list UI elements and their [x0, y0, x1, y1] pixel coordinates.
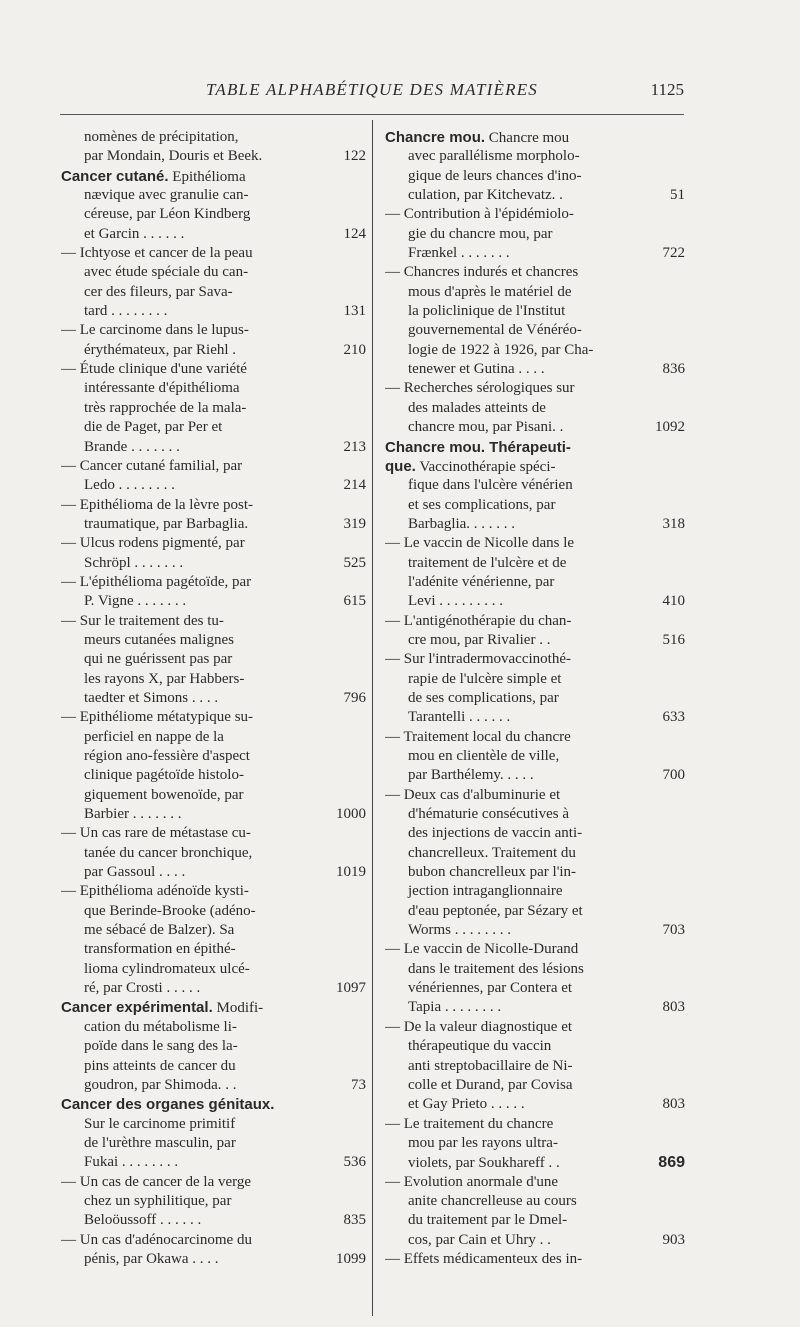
index-entry-text: érythémateux, par Riehl . [84, 341, 237, 358]
index-entry-text: anite chancrelleuse au cours [408, 1192, 577, 1209]
index-entry-text: — De la valeur diagnostique et [385, 1018, 573, 1035]
index-entry-text: tard . . . . . . . . [84, 303, 168, 320]
index-entry-text: — Deux cas d'albuminurie et [385, 786, 561, 803]
index-line [385, 1115, 685, 1134]
index-line [385, 283, 685, 302]
index-line [61, 283, 366, 302]
index-line [385, 592, 685, 611]
index-entry-text: d'eau peptonée, par Sézary et [408, 902, 583, 919]
index-line [385, 263, 685, 282]
index-entry-text: thérapeutique du vaccin [408, 1038, 552, 1055]
index-line [61, 573, 366, 592]
index-entry-text: — Chancres indurés et chancres [385, 264, 579, 281]
index-entry-text: P. Vigne . . . . . . . [84, 593, 187, 610]
index-entry-text: des malades atteints de [408, 399, 546, 416]
index-line [61, 186, 366, 205]
page-reference: 131 [343, 303, 366, 320]
index-line [385, 979, 685, 998]
index-entry-text: Brande . . . . . . . [84, 438, 180, 455]
index-line [385, 844, 685, 863]
index-entry-text: — Cancer cutané familial, par [61, 457, 243, 474]
page-reference: 869 [658, 1154, 685, 1172]
index-line [61, 882, 366, 901]
index-entry-text: Worms . . . . . . . . [408, 922, 511, 939]
index-entry-text: avec étude spéciale du can- [84, 264, 249, 281]
index-entry-text: traitement de l'ulcère et de [408, 554, 567, 571]
index-entry-text: — Le traitement du chancre [385, 1115, 554, 1132]
index-entry-text: Sur le carcinome primitif [84, 1115, 236, 1132]
index-entry-text: qui ne guérissent pas par [84, 651, 233, 668]
page-reference: 213 [343, 438, 366, 455]
index-line [385, 786, 685, 805]
index-entry-text: perficiel en nappe de la [84, 728, 224, 745]
index-line [61, 167, 366, 186]
index-entry-text: rapie de l'ulcère simple et [408, 670, 562, 687]
index-line [61, 998, 366, 1017]
index-line [61, 921, 366, 940]
index-line [61, 1173, 366, 1192]
index-heading-continuation: Epithélioma [168, 168, 246, 185]
index-entry-text: — Le vaccin de Nicolle dans le [385, 535, 575, 552]
index-entry-text: logie de 1922 à 1926, par Cha- [408, 341, 594, 358]
index-line [61, 592, 366, 611]
index-line [385, 612, 685, 631]
index-entry-text: et ses complications, par [408, 496, 556, 513]
index-line [61, 1115, 366, 1134]
index-entry-text: lioma cylindromateux ulcé- [84, 960, 250, 977]
index-line [385, 554, 685, 573]
index-entry-text: par Mondain, Douris et Beek. [84, 148, 263, 165]
index-entry-text: — Un cas rare de métastase cu- [61, 825, 251, 842]
index-entry-text: d'hématurie consécutives à [408, 806, 569, 823]
index-line [385, 341, 685, 360]
page-reference: 803 [662, 1096, 685, 1113]
index-line [61, 147, 366, 166]
index-entry-text: transformation en épithé- [84, 941, 236, 958]
index-line [61, 1250, 366, 1269]
index-entry-text: et Gay Prieto . . . . . [408, 1096, 525, 1113]
column-divider [372, 120, 373, 1316]
index-line [385, 631, 685, 650]
index-entry-text: — Evolution anormale d'une [385, 1173, 559, 1190]
index-line [385, 515, 685, 534]
index-entry-text: me sébacé de Balzer). Sa [84, 922, 235, 939]
index-line [61, 515, 366, 534]
index-line [385, 766, 685, 785]
page-reference: 214 [343, 477, 366, 494]
index-line [385, 205, 685, 224]
index-line [385, 728, 685, 747]
index-entry-text: les rayons X, par Habbers- [84, 670, 245, 687]
index-line [385, 399, 685, 418]
page-reference: 1019 [336, 864, 366, 881]
index-entry-text: — L'antigénothérapie du chan- [385, 612, 572, 629]
index-entry-text: bubon chancrelleux par l'in- [408, 864, 577, 881]
index-line [385, 244, 685, 263]
index-entry-text: par Gassoul . . . . [84, 864, 186, 881]
index-line [61, 747, 366, 766]
index-line [385, 998, 685, 1017]
page-reference: 796 [343, 689, 366, 706]
index-heading: Cancer cutané. [61, 167, 169, 185]
index-entry-text: cation du métabolisme li- [84, 1018, 237, 1035]
index-line [385, 960, 685, 979]
index-line [385, 882, 685, 901]
index-entry-text: nævique avec granulie can- [84, 187, 249, 204]
index-line [385, 128, 685, 147]
page-reference: 722 [662, 245, 685, 262]
index-entry-text: Ledo . . . . . . . . [84, 477, 175, 494]
page-reference: 1092 [655, 419, 685, 436]
index-entry-text: — Traitement local du chancre [385, 728, 571, 745]
index-line [61, 399, 366, 418]
index-line [385, 902, 685, 921]
index-line [385, 1173, 685, 1192]
page-reference: 803 [662, 999, 685, 1016]
index-line [385, 167, 685, 186]
index-entry-text: — Epithéliome métatypique su- [61, 709, 254, 726]
index-line [385, 689, 685, 708]
index-line [385, 1018, 685, 1037]
index-entry-text: chancre mou, par Pisani. . [408, 419, 564, 436]
page-reference: 1097 [336, 980, 366, 997]
index-entry-text: goudron, par Shimoda. . . [84, 1076, 237, 1093]
index-line [61, 1057, 366, 1076]
index-line [61, 863, 366, 882]
index-entry-text: tanée du cancer bronchique, [84, 844, 253, 861]
index-entry-text: l'adénite vénérienne, par [408, 573, 555, 590]
index-line [61, 960, 366, 979]
index-line [61, 263, 366, 282]
index-line [385, 650, 685, 669]
index-line [61, 766, 366, 785]
index-entry-text: — Ulcus rodens pigmenté, par [61, 535, 245, 552]
page-reference: 1000 [336, 806, 366, 823]
index-entry-text: tenewer et Gutina . . . . [408, 361, 545, 378]
page-reference: 73 [351, 1076, 366, 1093]
index-line [385, 863, 685, 882]
index-heading: Cancer des organes génitaux. [61, 1096, 275, 1114]
page-reference: 1099 [336, 1250, 366, 1267]
index-entry-text [385, 438, 639, 458]
index-entry-text: du traitement par le Dmel- [408, 1212, 568, 1229]
index-entry-text [61, 1095, 320, 1115]
index-line [61, 496, 366, 515]
index-entry-text: — Ichtyose et cancer de la peau [61, 245, 253, 262]
index-entry-text: gie du chancre mou, par [408, 225, 553, 242]
index-line [61, 379, 366, 398]
index-entry-text: pins atteints de cancer du [84, 1057, 236, 1074]
index-line [61, 1095, 366, 1114]
index-line [61, 670, 366, 689]
index-entry-text: que Berinde-Brooke (adéno- [84, 902, 256, 919]
index-line [61, 341, 366, 360]
index-entry-text [61, 998, 320, 1018]
index-entry-text: par Barthélemy. . . . . [408, 767, 534, 784]
index-entry-text: — Un cas d'adénocarcinome du [61, 1231, 252, 1248]
index-line [385, 186, 685, 205]
index-entry-text: culation, par Kitchevatz. . [408, 187, 563, 204]
index-entry-text: — Recherches sérologiques sur [385, 380, 575, 397]
index-line [385, 225, 685, 244]
index-line [61, 438, 366, 457]
index-entry-text: — Epithélioma adénoïde kysti- [61, 883, 249, 900]
index-line [61, 244, 366, 263]
index-line [385, 360, 685, 379]
page-reference: 525 [343, 554, 366, 571]
index-entry-text: fique dans l'ulcère vénérien [408, 477, 573, 494]
index-entry-text: — Effets médicamenteux des in- [385, 1250, 583, 1267]
index-line [385, 824, 685, 843]
index-heading: Cancer expérimental. [61, 999, 213, 1017]
index-line [61, 1153, 366, 1172]
right-column [385, 128, 685, 1269]
index-entry-text [385, 128, 639, 148]
index-entry-text: Levi . . . . . . . . . [408, 593, 503, 610]
index-entry-text: Tapia . . . . . . . . [408, 999, 502, 1016]
index-line [61, 360, 366, 379]
index-entry-text: — Sur le traitement des tu- [61, 612, 224, 629]
index-entry-text: nomènes de précipitation, [84, 129, 239, 145]
index-line [385, 147, 685, 166]
index-entry-text: intéressante d'épithélioma [84, 380, 240, 397]
page-reference: 516 [662, 631, 685, 648]
index-line [385, 1231, 685, 1250]
index-entry-text: colle et Durand, par Covisa [408, 1076, 573, 1093]
index-line [61, 689, 366, 708]
index-entry-text: Barbaglia. . . . . . . [408, 515, 516, 532]
index-line [61, 728, 366, 747]
page-reference: 615 [343, 593, 366, 610]
index-entry-text: jection intraganglionnaire [408, 883, 563, 900]
index-line [61, 1192, 366, 1211]
running-head-title: TABLE ALPHABÉTIQUE DES MATIÈRES [206, 80, 538, 99]
index-entry-text: die de Paget, par Per et [84, 419, 223, 436]
index-entry-text: cre mou, par Rivalier . . [408, 631, 551, 648]
index-line [385, 1250, 685, 1269]
index-line [61, 554, 366, 573]
page-reference: 536 [343, 1154, 366, 1171]
index-line [61, 205, 366, 224]
index-line [61, 940, 366, 959]
index-entry-text: — Un cas de cancer de la verge [61, 1173, 252, 1190]
index-line [61, 824, 366, 843]
index-entry-text: cos, par Cain et Uhry . . [408, 1231, 551, 1248]
index-entry-text: Frænkel . . . . . . . [408, 245, 510, 262]
index-entry-text: gouvernemental de Vénéréo- [408, 322, 582, 339]
index-heading-continuation: Chancre mou [485, 130, 570, 146]
index-line [61, 1231, 366, 1250]
index-line [61, 225, 366, 244]
index-line [61, 1211, 366, 1230]
index-entry-text: chez un syphilitique, par [84, 1192, 232, 1209]
page-reference: 836 [662, 361, 685, 378]
page-number: 1125 [650, 80, 684, 99]
index-line [385, 805, 685, 824]
left-column [61, 128, 366, 1269]
page-reference: 703 [662, 922, 685, 939]
index-line [61, 979, 366, 998]
index-entry-text [61, 167, 320, 187]
index-line [385, 747, 685, 766]
index-line [61, 1037, 366, 1056]
index-line [385, 670, 685, 689]
index-entry-text: — Étude clinique d'une variété [61, 361, 247, 378]
index-heading: Chancre mou. [385, 129, 486, 146]
index-line [385, 573, 685, 592]
index-entry-text: Tarantelli . . . . . . [408, 709, 511, 726]
index-entry-text: chancrelleux. Traitement du [408, 844, 576, 861]
index-line [385, 1192, 685, 1211]
index-line [385, 438, 685, 457]
index-line [61, 457, 366, 476]
index-line [385, 1037, 685, 1056]
index-line [61, 534, 366, 553]
index-line [61, 708, 366, 727]
index-entry-text: ré, par Crosti . . . . . [84, 980, 201, 997]
index-line [385, 534, 685, 553]
index-entry-text: mou par les rayons ultra- [408, 1134, 558, 1151]
index-entry-text: cer des fileurs, par Sava- [84, 283, 233, 300]
index-line [385, 940, 685, 959]
index-line [61, 302, 366, 321]
index-entry-text: Fukai . . . . . . . . [84, 1154, 179, 1171]
index-entry-text: — Contribution à l'épidémiolo- [385, 206, 574, 223]
index-entry-text: — Sur l'intradermovaccinothé- [385, 651, 571, 668]
index-line [61, 805, 366, 824]
index-entry-text: anti streptobacillaire de Ni- [408, 1057, 573, 1074]
index-entry-text: meurs cutanées malignes [84, 631, 234, 648]
index-line [385, 476, 685, 495]
index-entry-text: Beloöussoff . . . . . . [84, 1212, 202, 1229]
index-line [385, 1134, 685, 1153]
page-reference: 124 [343, 225, 366, 242]
index-entry-text: — Epithélioma de la lèvre post- [61, 496, 254, 513]
index-line [385, 302, 685, 321]
index-entry-text: poïde dans le sang des la- [84, 1038, 238, 1055]
index-entry-text: — Le carcinome dans le lupus- [61, 322, 249, 339]
index-entry-text: — Le vaccin de Nicolle-Durand [385, 941, 579, 958]
index-line [61, 128, 366, 147]
index-entry-text: mou en clientèle de ville, [408, 748, 560, 764]
index-line [61, 1076, 366, 1095]
page-reference: 122 [343, 148, 366, 165]
index-line [385, 1153, 685, 1172]
index-line [385, 379, 685, 398]
index-entry-text: mous d'après le matériel de [408, 283, 572, 300]
index-line [61, 418, 366, 437]
index-entry-text: — L'épithélioma pagétoïde, par [61, 573, 252, 590]
index-line [385, 708, 685, 727]
page-reference: 835 [343, 1212, 366, 1229]
index-entry-text: Schröpl . . . . . . . [84, 554, 184, 571]
index-heading: que. [385, 457, 416, 475]
index-line [61, 1134, 366, 1153]
index-line [385, 1095, 685, 1114]
index-entry-text: traumatique, par Barbaglia. [84, 515, 249, 532]
index-line [385, 496, 685, 515]
index-entry-text: violets, par Soukhareff . . [408, 1155, 560, 1172]
index-line [385, 418, 685, 437]
index-line [61, 902, 366, 921]
index-line [61, 631, 366, 650]
index-entry-text: céreuse, par Léon Kindberg [84, 206, 251, 223]
index-line [61, 1018, 366, 1037]
index-line [61, 650, 366, 669]
index-heading-continuation: Modifi- [212, 1000, 264, 1017]
index-entry-text: de ses complications, par [408, 689, 559, 706]
page-reference: 410 [662, 593, 685, 610]
index-entry-text: avec parallélisme morpholo- [408, 148, 580, 165]
index-line [61, 844, 366, 863]
index-line [385, 1076, 685, 1095]
index-line [385, 457, 685, 476]
index-entry-text: région ano-fessière d'aspect [84, 748, 250, 764]
page-reference: 210 [343, 341, 366, 358]
index-entry-text: très rapprochée de la mala- [84, 399, 247, 416]
page-reference: 903 [662, 1231, 685, 1248]
index-line [61, 612, 366, 631]
header-rule [60, 114, 684, 115]
index-entry-text: Barbier . . . . . . . [84, 806, 182, 823]
index-entry-text: dans le traitement des lésions [408, 960, 584, 977]
index-line [385, 921, 685, 940]
index-line [61, 321, 366, 340]
index-line [385, 1057, 685, 1076]
index-entry-text: pénis, par Okawa . . . . [84, 1250, 219, 1267]
index-entry-text: gique de leurs chances d'ino- [408, 167, 582, 184]
page-reference: 51 [670, 187, 685, 204]
index-entry-text: clinique pagétoïde histolo- [84, 767, 244, 784]
index-entry-text: et Garcin . . . . . . [84, 225, 185, 242]
index-entry-text: des injections de vaccin anti- [408, 825, 583, 842]
index-heading: Chancre mou. Thérapeuti- [385, 438, 571, 456]
page-reference: 319 [343, 515, 366, 532]
page-reference: 633 [662, 709, 685, 726]
index-line [61, 476, 366, 495]
index-line [61, 786, 366, 805]
index-heading-continuation: Vaccinothérapie spéci- [415, 458, 556, 475]
index-line [385, 1211, 685, 1230]
page-reference: 318 [662, 515, 685, 532]
index-entry-text: giquement bowenoïde, par [84, 786, 244, 803]
index-entry-text [385, 457, 639, 477]
index-entry-text: de l'urèthre masculin, par [84, 1134, 236, 1151]
index-line [385, 321, 685, 340]
page-reference: 700 [662, 767, 685, 784]
index-entry-text: vénériennes, par Contera et [408, 980, 573, 997]
index-entry-text: taedter et Simons . . . . [84, 689, 219, 706]
index-entry-text: la policlinique de l'Institut [408, 303, 566, 320]
